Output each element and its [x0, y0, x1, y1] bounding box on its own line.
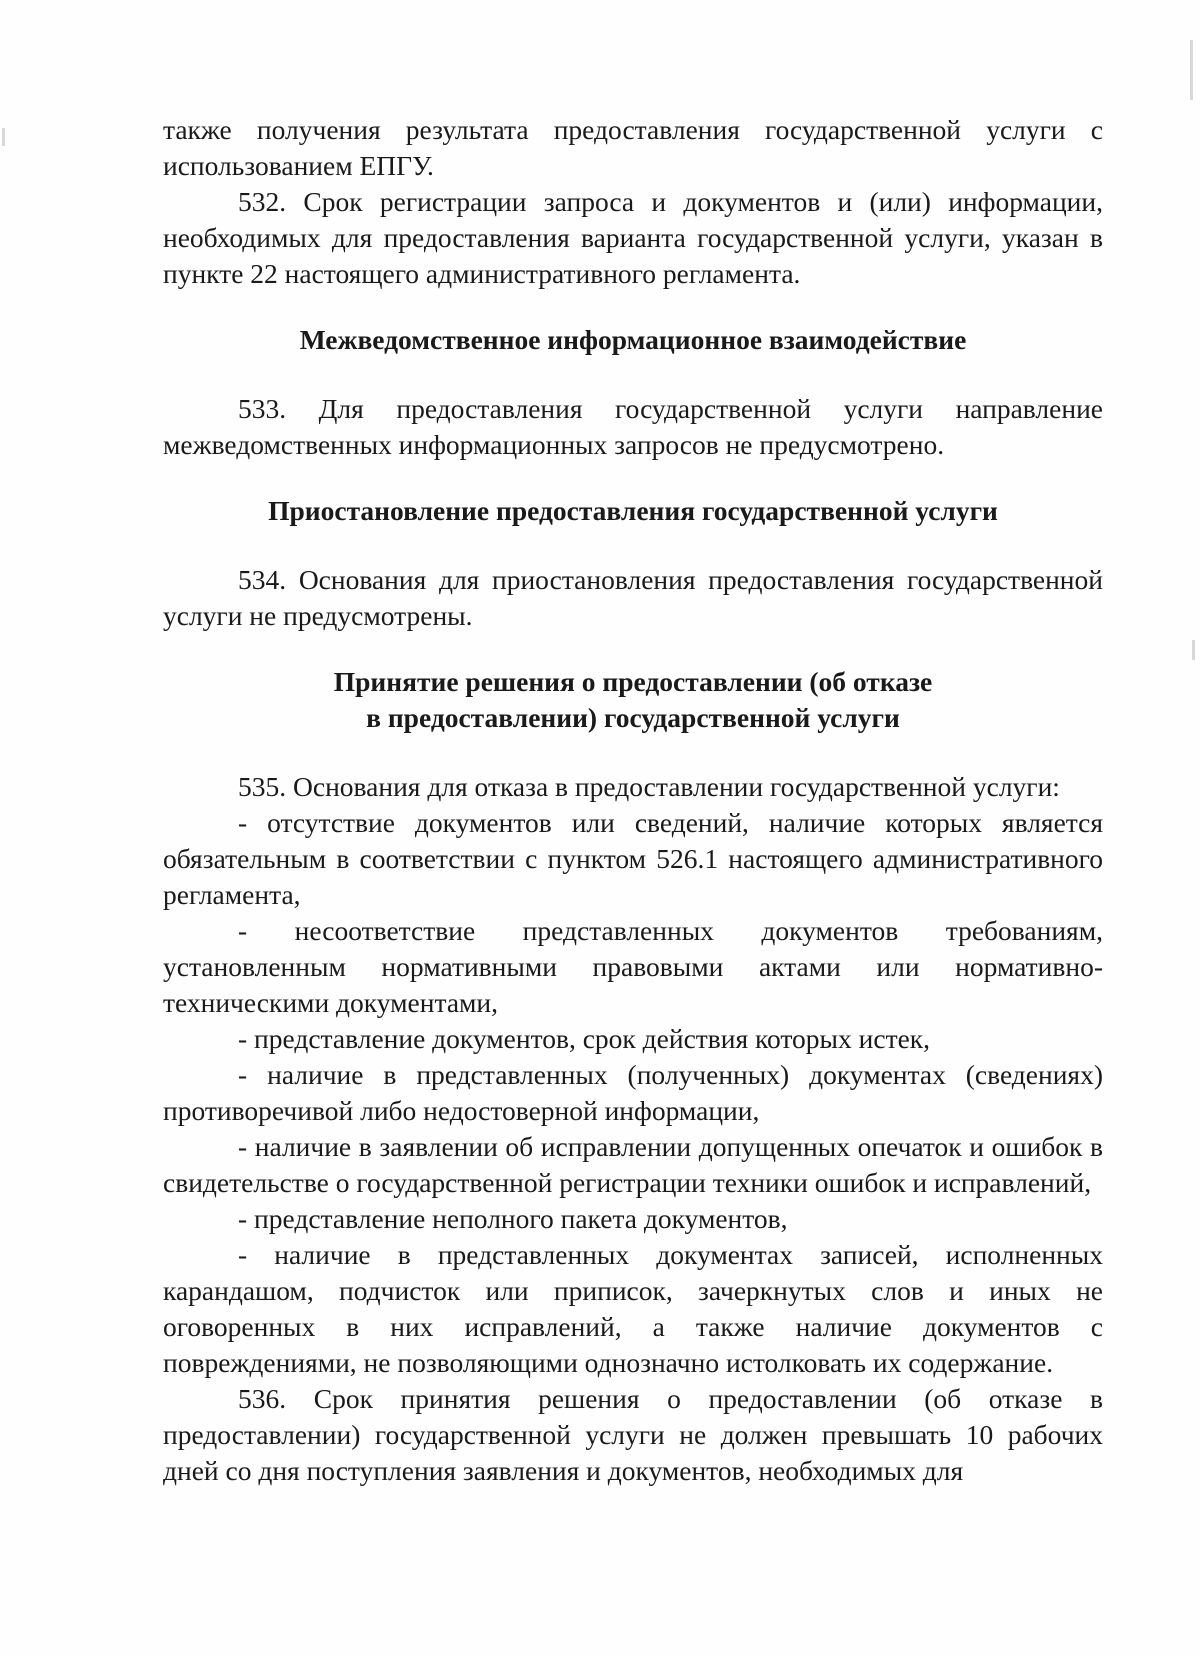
section-heading-suspension: Приостановление предоставления государственной услуги	[268, 495, 998, 526]
list-item: - несоответствие представленных документов требованиям, установленным нормативными правовыми актами или нормативно-техническими документами,	[163, 915, 1103, 1018]
document-body	[163, 112, 1103, 1489]
list-item: - отсутствие документов или сведений, наличие которых является обязательным в соответствии с пунктом 526.1 настоящего административного регламента,	[163, 807, 1103, 910]
list-item: - представление неполного пакета документов,	[238, 1203, 788, 1234]
list-item: - представление документов, срок действия которых истек,	[238, 1023, 931, 1054]
section-heading-interagency: Межведомственное информационное взаимодействие	[299, 324, 967, 355]
scan-edge-mark	[1190, 40, 1193, 100]
scan-edge-mark	[1192, 640, 1195, 660]
paragraph-535: 535. Основания для отказа в предоставлении государственной услуги:	[238, 771, 1060, 802]
section-heading-decision-line1: Принятие решения о предоставлении (об отказе	[333, 666, 933, 697]
list-item: - наличие в заявлении об исправлении допущенных опечаток и ошибок в свидетельстве о государственной регистрации техники ошибок и исправлений,	[163, 1131, 1103, 1198]
section-heading-decision-line2: в предоставлении) государственной услуги	[366, 702, 900, 733]
paragraph-534: 534. Основания для приостановления предоставления государственной услуги не предусмотрены.	[163, 564, 1103, 631]
list-item: - наличие в представленных (полученных) документах (сведениях) противоречивой либо недостоверной информации,	[163, 1059, 1103, 1126]
paragraph-533: 533. Для предоставления государственной услуги направление межведомственных информационных запросов не предусмотрено.	[163, 393, 1103, 460]
scan-edge-mark	[2, 128, 5, 146]
paragraph-536: 536. Срок принятия решения о предоставлении (об отказе в предоставлении) государственной услуги не должен превышать 10 рабочих дней со дня поступления заявления и документов, необходимых для	[163, 1383, 1103, 1486]
list-item: - наличие в представленных документах записей, исполненных карандашом, подчисток или приписок, зачеркнутых слов и иных не оговоренных в них исправлений, а также наличие документов с повреждениями, не позволяющими однозначно истолковать их содержание.	[163, 1239, 1103, 1378]
paragraph-continuation: также получения результата предоставления государственной услуги с использованием ЕПГУ.	[163, 114, 1103, 181]
paragraph-532: 532. Срок регистрации запроса и документов и (или) информации, необходимых для предоставления варианта государственной услуги, указан в пункте 22 настоящего административного регламента.	[163, 186, 1103, 289]
section-heading-decision	[163, 664, 1103, 736]
